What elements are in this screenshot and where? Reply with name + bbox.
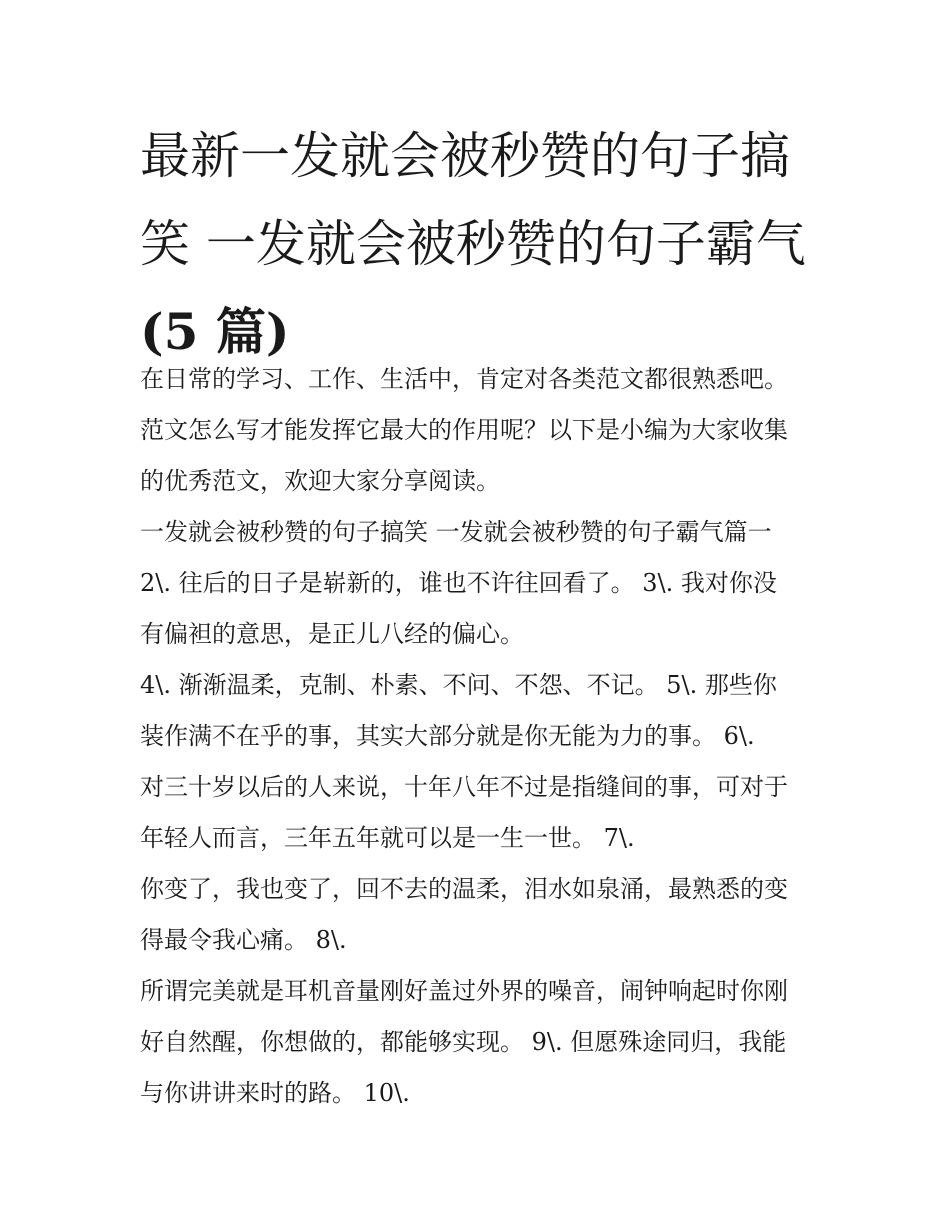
body-line: 有偏袒的意思，是正儿八经的偏心。	[140, 620, 524, 648]
body-line: 好自然醒，你想做的，都能够实现。 9\. 但愿殊途同归，我能	[140, 1028, 787, 1056]
body-line: 2\. 往后的日子是崭新的，谁也不许往回看了。 3\. 我对你没	[140, 569, 777, 597]
body-line: 在日常的学习、工作、生活中，肯定对各类范文都很熟悉吧。	[140, 365, 788, 393]
document-title	[140, 112, 820, 376]
title-line-1: 最新一发就会被秒赞的句子搞	[140, 127, 790, 185]
body-line: 对三十岁以后的人来说，十年八年不过是指缝间的事，可对于	[140, 773, 788, 801]
body-line: 得最令我心痛。 8\.	[140, 926, 347, 954]
body-line: 与你讲讲来时的路。 10\.	[140, 1079, 410, 1107]
body-line: 的优秀范文，欢迎大家分享阅读。	[140, 467, 500, 495]
document-body	[140, 354, 820, 1119]
title-line-3: (5 篇)	[140, 302, 290, 361]
body-line: 年轻人而言，三年五年就可以是一生一世。 7\.	[140, 824, 635, 852]
body-line: 装作满不在乎的事，其实大部分就是你无能为力的事。 6\.	[140, 722, 755, 750]
body-line: 所谓完美就是耳机音量刚好盖过外界的噪音，闹钟响起时你刚	[140, 977, 788, 1005]
section-heading: 一发就会被秒赞的句子搞笑 一发就会被秒赞的句子霸气篇一	[140, 518, 772, 546]
body-line: 你变了，我也变了，回不去的温柔，泪水如泉涌，最熟悉的变	[140, 875, 788, 903]
title-line-2: 笑 一发就会被秒赞的句子霸气	[140, 215, 806, 273]
body-line: 范文怎么写才能发挥它最大的作用呢？以下是小编为大家收集	[140, 416, 788, 444]
body-line: 4\. 渐渐温柔，克制、朴素、不问、不怨、不记。 5\. 那些你	[140, 671, 777, 699]
